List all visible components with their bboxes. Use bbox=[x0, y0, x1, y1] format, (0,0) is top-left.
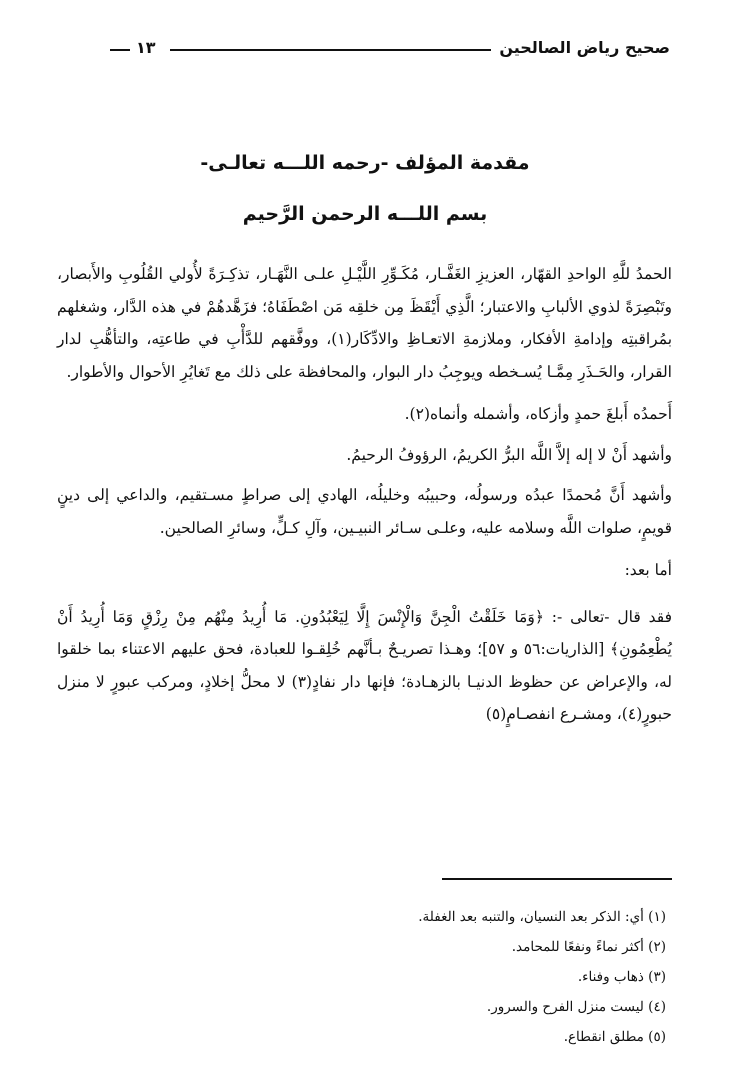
footnote: (٢) أكثر نماءً ونفعًا للمحامد. bbox=[511, 939, 666, 955]
section-heading: مقدمة المؤلف -رحمه اللـــه تعالـى- bbox=[200, 152, 530, 174]
running-title: صحيح رياض الصالحين bbox=[491, 38, 670, 57]
footnote: (٤) ليست منزل الفرح والسرور. bbox=[486, 999, 666, 1015]
running-header bbox=[110, 38, 670, 62]
header-lead-rule bbox=[110, 49, 132, 51]
page-number: ١٣ bbox=[130, 38, 162, 57]
paragraph: أَحمدُه أَبلغَ حمدٍ وأزكاه، وأشمله وأنماه(٢). bbox=[404, 405, 672, 423]
paragraph: وأشهد أَنْ لا إله إلاَّ اللَّه البرُّ الكريمُ، الرؤوفُ الرحيمُ. bbox=[346, 445, 672, 464]
footnote: (٣) ذهاب وفناء. bbox=[577, 969, 666, 985]
paragraph: الحمدُ للَّهِ الواحدِ القهّار، العزيزِ الغَفَّـار، مُكَـوِّرِ اللَّيْـلِ علـى النَّهَـار، تذكِـرَةً لأُولي القُلُوبِ والأَبصار، وتَبْصِرَةً لذوي الألبابِ والاعتبار؛ الَّذِي أَيْقَظَ مِن خلقِه مَن اصْطَفَاهُ؛ فزَهَّدهُمْ في هذه الدَّار، وشغلهم بمُراقبتِه وإدامةِ الأفكار، وملازمةِ الاتعـاظِ والادِّكَار(١)، ووفَّقهم للدَّأْبِ في طاعتِه، والتأهُّبِ لدار القرار، والحَـذَرِ مِمَّـا يُسـخطه ويوجِبُ دار البوار، والمحافظة على ذلك مع تَغايُرِ الأحوال والأطوار. bbox=[57, 265, 673, 381]
paragraph: أما بعد: bbox=[624, 561, 672, 579]
paragraph: فقد قال -تعالى -: ﴿وَمَا خَلَقْتُ الْجِنَّ وَالْإِنْسَ إِلَّا لِيَعْبُدُونِ. مَا أُرِيدُ مِنْهُم مِنْ رِزْقٍ وَمَا أُرِيدُ أَنْ يُطْعِمُونِ﴾ [الذاريات:٥٦ و ٥٧]؛ وهـذا تصريـحٌ بـأنَّهم خُلِقـوا للعبادة، فحق عليهم الاعتناء بما خلقوا له، والإعراض عن حظوظ الدنيـا بالزهـادة؛ فإنها دار نفادٍ(٣) لا محلُّ إخلادٍ، ومركب عبورٍ لا منزل حبورٍ(٤)، ومشـرع انفصـامٍ(٥) bbox=[57, 607, 672, 723]
footnote: (١) أي: الذكر بعد النسيان، والتنبه بعد الغفلة. bbox=[418, 909, 666, 925]
footnotes bbox=[66, 902, 666, 1052]
main-text bbox=[57, 258, 672, 741]
basmala-heading: بسم اللـــه الرحمن الرَّحيم bbox=[242, 203, 488, 225]
paragraph: وأشهد أَنَّ مُحمدًا عبدُه ورسولُه، وحبيبُه وخليلُه، الهادي إلى صراطٍ مسـتقيم، والداعي إلى دينٍ قويمٍ، صلوات اللَّه وسلامه عليه، وعلـى سـائر النبيـين، وآلِ كـلٍّ، وسائرِ الصالحين. bbox=[57, 486, 672, 537]
footnote: (٥) مطلق انقطاع. bbox=[563, 1029, 666, 1045]
footnote-separator bbox=[442, 878, 672, 880]
